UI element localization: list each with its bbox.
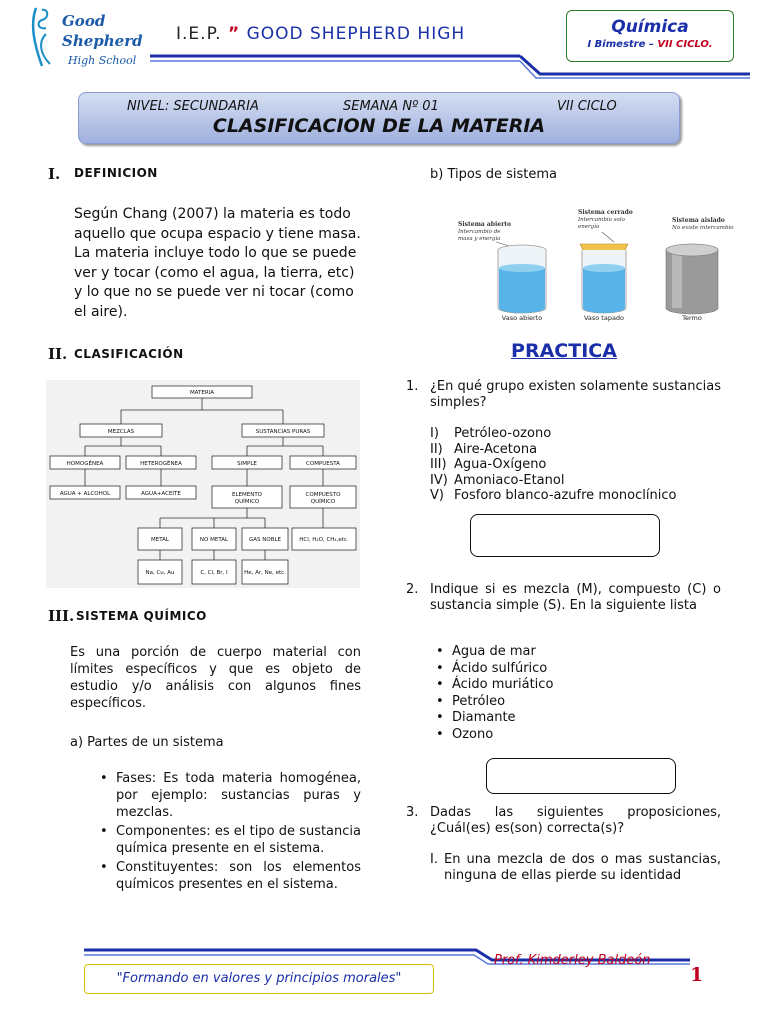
label-compuestos-ej: HCl, H₂O, CH₄,etc. xyxy=(299,537,349,543)
logo-word-shepherd: Shepherd xyxy=(62,32,143,50)
title-banner xyxy=(78,92,680,144)
school-quote: ” xyxy=(227,24,241,44)
label-materia: MATERIA xyxy=(189,390,215,396)
label-no-metal: NO METAL xyxy=(199,537,229,543)
subject-period xyxy=(567,39,733,50)
list-item: • Componentes: es el tipo de sustancia química presente en el sistema. xyxy=(94,823,361,857)
option-value: Petróleo-ozono xyxy=(454,426,552,441)
option-value: Aire-Acetona xyxy=(454,441,538,457)
label-gas-noble-ej: He, Ar, Ne, etc. xyxy=(244,570,286,576)
cerrado-title: Sistema cerrado xyxy=(578,209,633,216)
abierto-title: Sistema abierto xyxy=(458,221,512,228)
page-title: CLASIFICACION DE LA MATERIA xyxy=(212,115,546,137)
question-1-number: 1. xyxy=(406,379,419,394)
system-types-figure xyxy=(452,204,742,324)
logo-word-highschool: High School xyxy=(68,54,137,67)
section-1-heading xyxy=(48,164,60,183)
question-3-item-1 xyxy=(430,852,721,884)
label-elemento-2: QUÍMICO xyxy=(234,499,260,505)
section-2-heading xyxy=(48,344,67,363)
label-homogenea: HOMOGÉNEA xyxy=(66,461,104,467)
caption-termo: Termo xyxy=(682,314,702,322)
section-1-label: DEFINICION xyxy=(74,166,158,180)
section-2-label: CLASIFICACIÓN xyxy=(74,347,184,361)
practice-title: PRACTICA xyxy=(511,340,617,362)
label-compuesta: COMPUESTA xyxy=(306,461,340,467)
option-key: V) xyxy=(430,488,444,503)
definition-text: Según Chang (2007) la materia es todo aquello que ocupa espacio y tiene masa. La materia incluye todo lo que se puede ver y tocar (como el agua, la tierra, etc) y lo que no se puede ver ni tocar (como el aire). xyxy=(74,206,361,320)
list-item: • Ácido muriático xyxy=(430,677,720,694)
caption-vaso-abierto: Vaso abierto xyxy=(501,314,543,322)
abierto-sub-1: Intercambio de xyxy=(458,229,501,235)
question-1-options xyxy=(430,426,730,504)
page-number: 1 xyxy=(690,964,704,986)
list-item: • Ácido sulfúrico xyxy=(430,661,720,678)
question-2-number: 2. xyxy=(406,582,419,597)
list-item: • Fases: Es toda materia homogénea, por ejemplo: sustancias puras y mezclas. xyxy=(94,770,361,821)
option-value: Agua-Oxígeno xyxy=(454,457,547,472)
option-key: II) xyxy=(430,441,443,457)
thermos xyxy=(666,244,718,314)
question-3-item-1-text: En una mezcla de dos o mas sustancias, ninguna de ellas pierde su identidad xyxy=(444,852,721,883)
list-item xyxy=(430,457,730,473)
school-prefix: I.E.P. xyxy=(176,24,222,44)
list-item xyxy=(430,488,730,504)
system-types-heading: b) Tipos de sistema xyxy=(430,167,557,182)
label-no-metal-ej: C, Cl, Br, I xyxy=(200,570,228,576)
label-compuesto-1: COMPUESTO xyxy=(305,492,341,498)
label-metal-ej: Na, Cu, Au xyxy=(145,570,175,576)
system-definition-text: Es una porción de cuerpo material con límites específicos y que es objeto de estudio y/o análisis con algunos fines específicos. xyxy=(70,645,361,711)
aislado-sub-1: No existe intercambio xyxy=(672,225,734,231)
list-item: • Constituyentes: son los elementos químicos presentes en el sistema. xyxy=(94,859,361,893)
school-logo xyxy=(28,4,148,70)
system-parts-list xyxy=(94,770,361,893)
question-1 xyxy=(406,379,721,411)
cerrado-sub-2: energía xyxy=(578,224,600,230)
open-beaker xyxy=(496,242,546,313)
banner-cycle: VII CICLO xyxy=(557,99,617,114)
teacher-name: Prof. Kimderley Baldeón xyxy=(494,953,651,968)
option-key: I) xyxy=(430,426,439,441)
banner-week: SEMANA Nº 01 xyxy=(343,99,439,114)
period-cycle: VII CICLO. xyxy=(657,39,713,50)
option-key: IV) xyxy=(430,472,448,488)
list-item xyxy=(430,426,730,442)
question-2-list xyxy=(430,644,720,743)
answer-box-1[interactable] xyxy=(470,514,660,557)
label-gas-noble: GAS NOBLE xyxy=(248,537,282,543)
list-item: • Agua de mar xyxy=(430,644,720,661)
option-value: Amoniaco-Etanol xyxy=(454,472,565,488)
question-1-text: ¿En qué grupo existen solamente sustancias simples? xyxy=(430,379,721,410)
label-agua-aceite: AGUA+ACEITE xyxy=(141,491,181,497)
option-key: III) xyxy=(430,457,447,472)
section-3-heading xyxy=(48,606,74,625)
question-3-item-1-number: I. xyxy=(430,852,438,867)
list-item xyxy=(430,442,730,458)
school-motto: "Formando en valores y principios morales" xyxy=(84,964,434,994)
label-agua-alcohol: AGUA + ALCOHOL xyxy=(59,491,111,497)
label-mezclas: MEZCLAS xyxy=(107,429,135,435)
question-3-text: Dadas las siguientes proposiciones, ¿Cuál(es) es(son) correcta(s)? xyxy=(430,805,721,836)
classification-diagram xyxy=(46,380,360,588)
caption-vaso-tapado: Vaso tapado xyxy=(583,314,625,322)
label-elemento-1: ELEMENTO xyxy=(231,492,263,498)
subject-box xyxy=(566,10,734,62)
label-metal: METAL xyxy=(151,537,169,543)
question-3-number: 3. xyxy=(406,805,419,820)
school-title: GOOD SHEPHERD HIGH xyxy=(246,24,466,44)
label-sustancias: SUSTANCIAS PURAS xyxy=(255,429,311,435)
question-2 xyxy=(406,582,721,614)
option-value: Fosforo blanco-azufre monoclínico xyxy=(454,488,677,503)
section-1-number: I. xyxy=(48,165,61,183)
period-bimestre: I Bimestre – xyxy=(587,39,658,50)
section-3-number: III. xyxy=(48,607,75,625)
list-item: • Diamante xyxy=(430,710,720,727)
section-3-label: SISTEMA QUÍMICO xyxy=(76,609,207,623)
list-item xyxy=(430,473,730,489)
banner-level: NIVEL: SECUNDARIA xyxy=(127,99,259,114)
school-name xyxy=(176,24,465,44)
list-item: • Petróleo xyxy=(430,694,720,711)
system-parts-heading: a) Partes de un sistema xyxy=(70,735,224,750)
logo-word-good: Good xyxy=(62,12,106,30)
subject-title: Química xyxy=(611,17,689,37)
label-simple: SIMPLE xyxy=(237,461,257,467)
section-2-number: II. xyxy=(48,345,68,363)
question-2-text: Indique si es mezcla (M), compuesto (C) o sustancia simple (S). En la siguiente lista xyxy=(430,582,721,613)
list-item: • Ozono xyxy=(430,727,720,744)
question-3 xyxy=(406,805,721,837)
abierto-sub-2: masa y energía xyxy=(458,236,501,242)
cerrado-sub-1: Intercambio solo xyxy=(578,217,625,223)
closed-beaker xyxy=(580,232,628,313)
label-compuesto-2: QUÍMICO xyxy=(310,499,336,505)
aislado-title: Sistema aislado xyxy=(672,217,725,224)
answer-box-2[interactable] xyxy=(486,758,676,794)
label-heterogenea: HETEROGÉNEA xyxy=(140,461,182,467)
